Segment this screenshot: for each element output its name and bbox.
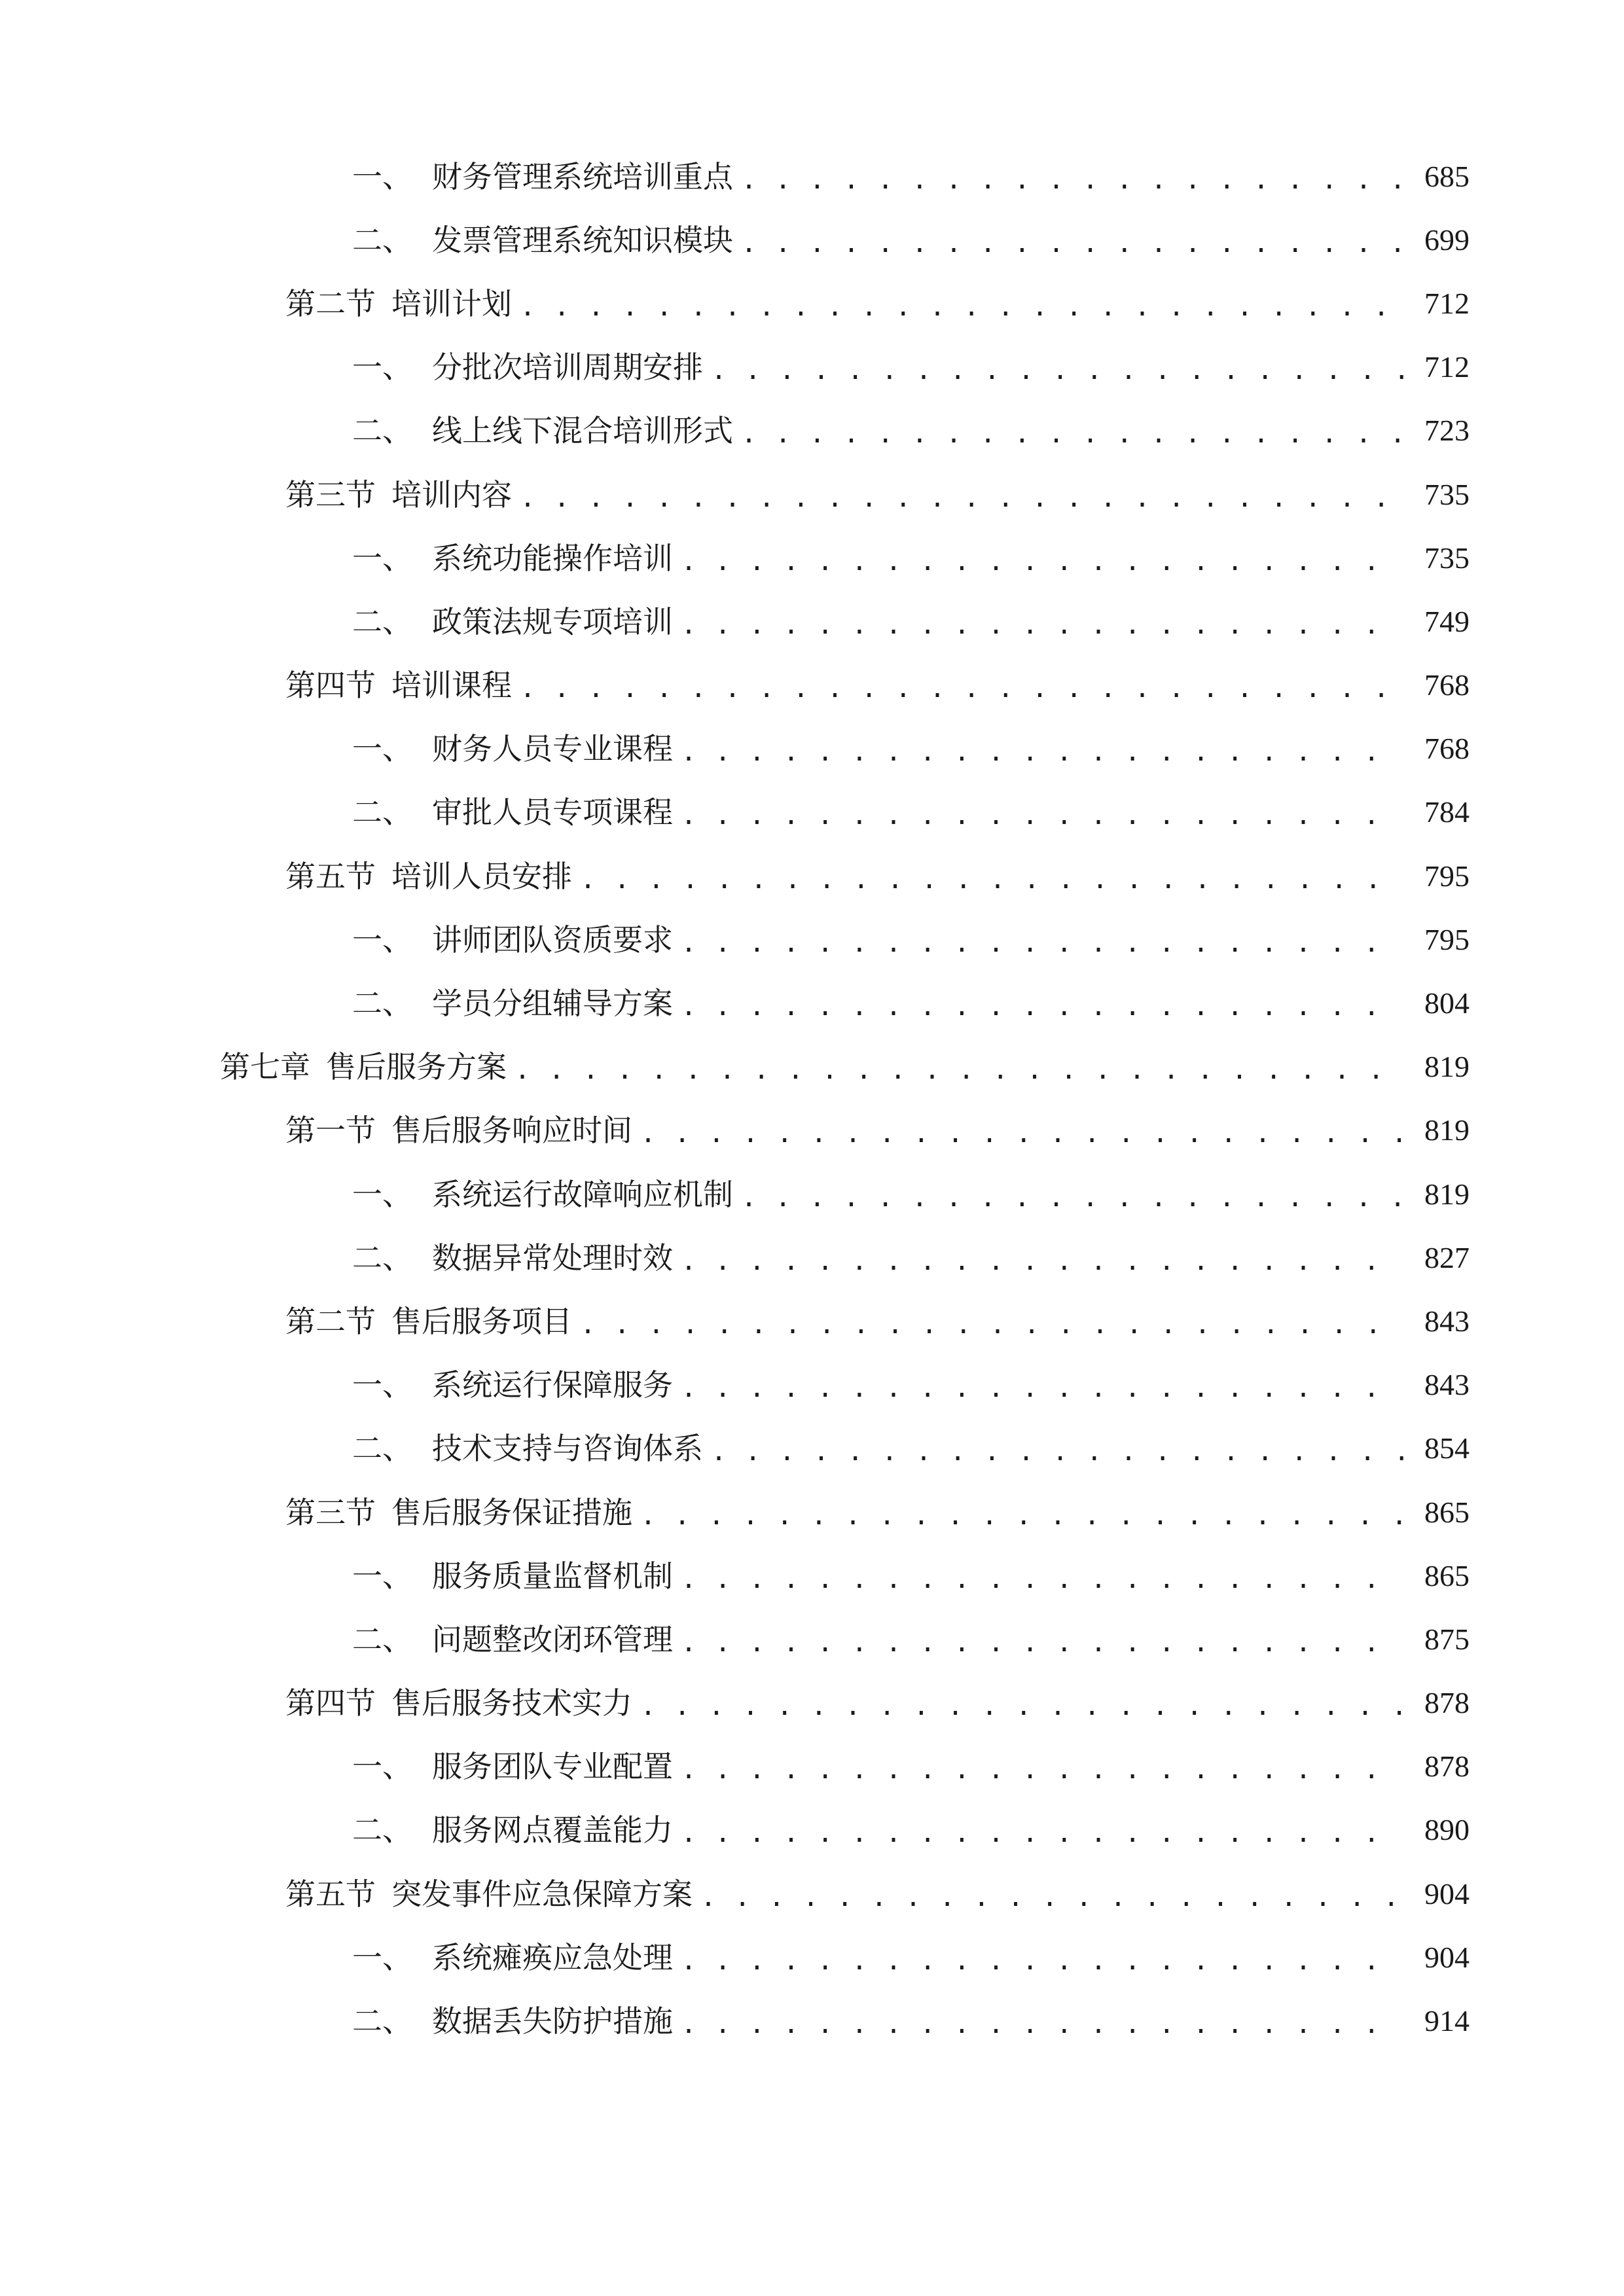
toc-entry-title: 售后服务技术实力 bbox=[391, 1685, 632, 1721]
toc-entry[interactable] bbox=[0, 1162, 1624, 1226]
toc-entry-title: 售后服务方案 bbox=[326, 1049, 507, 1085]
toc-entry-number: 二、 bbox=[352, 1812, 412, 1848]
toc-entry-title: 政策法规专项培训 bbox=[432, 603, 673, 639]
toc-entry-number: 一、 bbox=[352, 158, 412, 194]
toc-entry[interactable] bbox=[0, 1480, 1624, 1544]
toc-entry-title: 售后服务项目 bbox=[391, 1303, 572, 1339]
toc-entry[interactable] bbox=[0, 1354, 1624, 1417]
toc-entry-number: 第三节 bbox=[285, 1494, 376, 1530]
dot-leader bbox=[711, 1435, 1404, 1465]
toc-entry-number: 第七章 bbox=[220, 1049, 310, 1085]
dot-leader bbox=[741, 417, 1404, 447]
toc-entry-page-number: 904 bbox=[1424, 1940, 1470, 1974]
toc-entry-title: 问题整改闭环管理 bbox=[432, 1621, 673, 1657]
dot-leader bbox=[741, 1181, 1404, 1211]
dot-leader bbox=[520, 290, 1404, 320]
toc-entry-title: 学员分组辅导方案 bbox=[432, 986, 673, 1022]
toc-entry[interactable] bbox=[0, 1862, 1624, 1926]
toc-entry-number: 一、 bbox=[352, 922, 412, 958]
toc-entry-title: 服务质量监督机制 bbox=[432, 1558, 673, 1594]
toc-entry[interactable] bbox=[0, 1926, 1624, 1989]
dot-leader bbox=[520, 481, 1404, 511]
toc-entry-number: 二、 bbox=[352, 986, 412, 1022]
toc-entry[interactable] bbox=[0, 1989, 1624, 2053]
toc-entry-title: 系统运行故障响应机制 bbox=[432, 1176, 733, 1212]
toc-entry-title: 系统运行保障服务 bbox=[432, 1367, 673, 1403]
toc-entry-page-number: 712 bbox=[1424, 286, 1470, 320]
toc-entry-number: 二、 bbox=[352, 1621, 412, 1657]
toc-entry[interactable] bbox=[0, 654, 1624, 717]
toc-entry[interactable] bbox=[0, 971, 1624, 1035]
toc-entry-page-number: 712 bbox=[1424, 350, 1470, 384]
toc-entry-page-number: 865 bbox=[1424, 1495, 1470, 1529]
toc-entry-title: 售后服务响应时间 bbox=[391, 1113, 632, 1149]
toc-entry-page-number: 878 bbox=[1424, 1749, 1470, 1784]
dot-leader bbox=[514, 1053, 1404, 1083]
toc-entry-title: 突发事件应急保障方案 bbox=[391, 1876, 693, 1912]
toc-entry-page-number: 904 bbox=[1424, 1876, 1470, 1910]
toc-entry-title: 系统瘫痪应急处理 bbox=[432, 1939, 673, 1975]
toc-entry[interactable] bbox=[0, 1417, 1624, 1480]
toc-entry-page-number: 854 bbox=[1424, 1431, 1470, 1465]
dot-leader bbox=[681, 1626, 1404, 1656]
toc-entry-page-number: 865 bbox=[1424, 1558, 1470, 1592]
toc-entry[interactable] bbox=[0, 208, 1624, 272]
toc-entry-number: 二、 bbox=[352, 413, 412, 449]
dot-leader bbox=[681, 798, 1404, 829]
toc-entry-page-number: 723 bbox=[1424, 414, 1470, 448]
dot-leader bbox=[681, 1753, 1404, 1783]
toc-entry[interactable] bbox=[0, 463, 1624, 526]
toc-entry-number: 二、 bbox=[352, 222, 412, 258]
toc-entry-number: 一、 bbox=[352, 1176, 412, 1212]
toc-entry-number: 一、 bbox=[352, 540, 412, 576]
toc-entry-title: 数据丢失防护措施 bbox=[432, 2003, 673, 2039]
toc-entry-number: 一、 bbox=[352, 731, 412, 767]
toc-entry-page-number: 804 bbox=[1424, 986, 1470, 1020]
toc-entry-page-number: 827 bbox=[1424, 1240, 1470, 1274]
toc-entry-title: 发票管理系统知识模块 bbox=[432, 222, 733, 258]
toc-entry-number: 二、 bbox=[352, 795, 412, 831]
toc-entry-title: 分批次培训周期安排 bbox=[432, 350, 703, 386]
toc-entry[interactable] bbox=[0, 844, 1624, 908]
toc-entry-number: 第二节 bbox=[285, 285, 376, 321]
toc-entry-title: 培训内容 bbox=[391, 476, 512, 512]
toc-entry-title: 培训课程 bbox=[391, 668, 512, 704]
toc-entry[interactable] bbox=[0, 272, 1624, 335]
dot-leader bbox=[681, 1562, 1404, 1592]
dot-leader bbox=[700, 1880, 1404, 1910]
toc-entry-number: 第三节 bbox=[285, 476, 376, 512]
toc-entry-page-number: 843 bbox=[1424, 1304, 1470, 1338]
toc-entry[interactable] bbox=[0, 336, 1624, 399]
toc-entry-page-number: 914 bbox=[1424, 2004, 1470, 2038]
toc-entry-page-number: 795 bbox=[1424, 922, 1470, 956]
toc-entry[interactable] bbox=[0, 1289, 1624, 1353]
toc-entry[interactable] bbox=[0, 1035, 1624, 1099]
toc-entry-title: 服务网点覆盖能力 bbox=[432, 1812, 673, 1848]
toc-entry[interactable] bbox=[0, 1735, 1624, 1799]
dot-leader bbox=[681, 1371, 1404, 1401]
dot-leader bbox=[580, 1308, 1404, 1338]
toc-entry-page-number: 819 bbox=[1424, 1177, 1470, 1211]
toc-entry[interactable] bbox=[0, 526, 1624, 590]
toc-entry-title: 培训计划 bbox=[391, 285, 512, 321]
dot-leader bbox=[681, 1816, 1404, 1846]
toc-entry-title: 财务人员专业课程 bbox=[432, 731, 673, 767]
toc-entry-title: 技术支持与咨询体系 bbox=[432, 1431, 703, 1467]
toc-entry-title: 讲师团队资质要求 bbox=[432, 922, 673, 958]
toc-entry-page-number: 843 bbox=[1424, 1368, 1470, 1402]
toc-entry-title: 线上线下混合培训形式 bbox=[432, 413, 733, 449]
toc-entry-number: 第五节 bbox=[285, 1876, 376, 1912]
dot-leader bbox=[520, 672, 1404, 702]
toc-entry[interactable] bbox=[0, 1099, 1624, 1162]
toc-entry-title: 数据异常处理时效 bbox=[432, 1240, 673, 1276]
toc-entry[interactable] bbox=[0, 781, 1624, 844]
toc-entry-page-number: 890 bbox=[1424, 1813, 1470, 1847]
toc-entry[interactable] bbox=[0, 1607, 1624, 1671]
toc-entry-title: 培训人员安排 bbox=[391, 858, 572, 894]
toc-entry-page-number: 735 bbox=[1424, 477, 1470, 511]
toc-entry-number: 二、 bbox=[352, 1240, 412, 1276]
toc-entry-number: 第五节 bbox=[285, 858, 376, 894]
toc-entry[interactable] bbox=[0, 908, 1624, 971]
toc-entry[interactable] bbox=[0, 1799, 1624, 1862]
toc-entry-title: 服务团队专业配置 bbox=[432, 1749, 673, 1785]
toc-entry[interactable] bbox=[0, 1544, 1624, 1607]
toc-entry[interactable] bbox=[0, 145, 1624, 208]
dot-leader bbox=[681, 608, 1404, 638]
toc-entry[interactable] bbox=[0, 717, 1624, 781]
toc-entry-page-number: 878 bbox=[1424, 1686, 1470, 1720]
toc-entry-number: 一、 bbox=[352, 1558, 412, 1594]
toc-entry-number: 二、 bbox=[352, 1431, 412, 1467]
dot-leader bbox=[681, 2007, 1404, 2037]
dot-leader bbox=[681, 926, 1404, 956]
dot-leader bbox=[741, 226, 1404, 257]
toc-entry-page-number: 875 bbox=[1424, 1622, 1470, 1656]
dot-leader bbox=[711, 353, 1404, 384]
toc-entry-number: 一、 bbox=[352, 1367, 412, 1403]
toc-entry-number: 第四节 bbox=[285, 668, 376, 704]
toc-entry-title: 财务管理系统培训重点 bbox=[432, 158, 733, 194]
toc-entry-number: 一、 bbox=[352, 350, 412, 386]
dot-leader bbox=[681, 545, 1404, 575]
toc-entry-page-number: 735 bbox=[1424, 541, 1470, 575]
toc-entry-title: 系统功能操作培训 bbox=[432, 540, 673, 576]
toc-entry-page-number: 768 bbox=[1424, 668, 1470, 702]
toc-entry-page-number: 784 bbox=[1424, 795, 1470, 829]
toc-entry-page-number: 768 bbox=[1424, 732, 1470, 766]
toc-entry-number: 二、 bbox=[352, 603, 412, 639]
toc-entry-number: 一、 bbox=[352, 1749, 412, 1785]
toc-entry-title: 审批人员专项课程 bbox=[432, 795, 673, 831]
toc-entry-page-number: 749 bbox=[1424, 604, 1470, 638]
toc-entry[interactable] bbox=[0, 590, 1624, 653]
toc-entry-number: 二、 bbox=[352, 2003, 412, 2039]
dot-leader bbox=[640, 1499, 1404, 1529]
toc-entry[interactable] bbox=[0, 1226, 1624, 1289]
toc-entry-page-number: 819 bbox=[1424, 1050, 1470, 1084]
table-of-contents bbox=[0, 145, 1624, 2053]
toc-entry-title: 售后服务保证措施 bbox=[391, 1494, 632, 1530]
dot-leader bbox=[741, 163, 1404, 193]
toc-entry[interactable] bbox=[0, 1672, 1624, 1735]
dot-leader bbox=[681, 990, 1404, 1020]
dot-leader bbox=[681, 1244, 1404, 1274]
toc-entry[interactable] bbox=[0, 399, 1624, 463]
dot-leader bbox=[640, 1117, 1404, 1147]
toc-entry-page-number: 819 bbox=[1424, 1113, 1470, 1147]
toc-entry-page-number: 699 bbox=[1424, 223, 1470, 257]
dot-leader bbox=[580, 863, 1404, 893]
dot-leader bbox=[681, 1944, 1404, 1974]
toc-entry-number: 一、 bbox=[352, 1939, 412, 1975]
toc-entry-number: 第一节 bbox=[285, 1113, 376, 1149]
toc-entry-number: 第四节 bbox=[285, 1685, 376, 1721]
dot-leader bbox=[640, 1689, 1404, 1719]
toc-entry-page-number: 795 bbox=[1424, 859, 1470, 893]
toc-entry-number: 第二节 bbox=[285, 1303, 376, 1339]
toc-entry-page-number: 685 bbox=[1424, 159, 1470, 193]
dot-leader bbox=[681, 735, 1404, 765]
